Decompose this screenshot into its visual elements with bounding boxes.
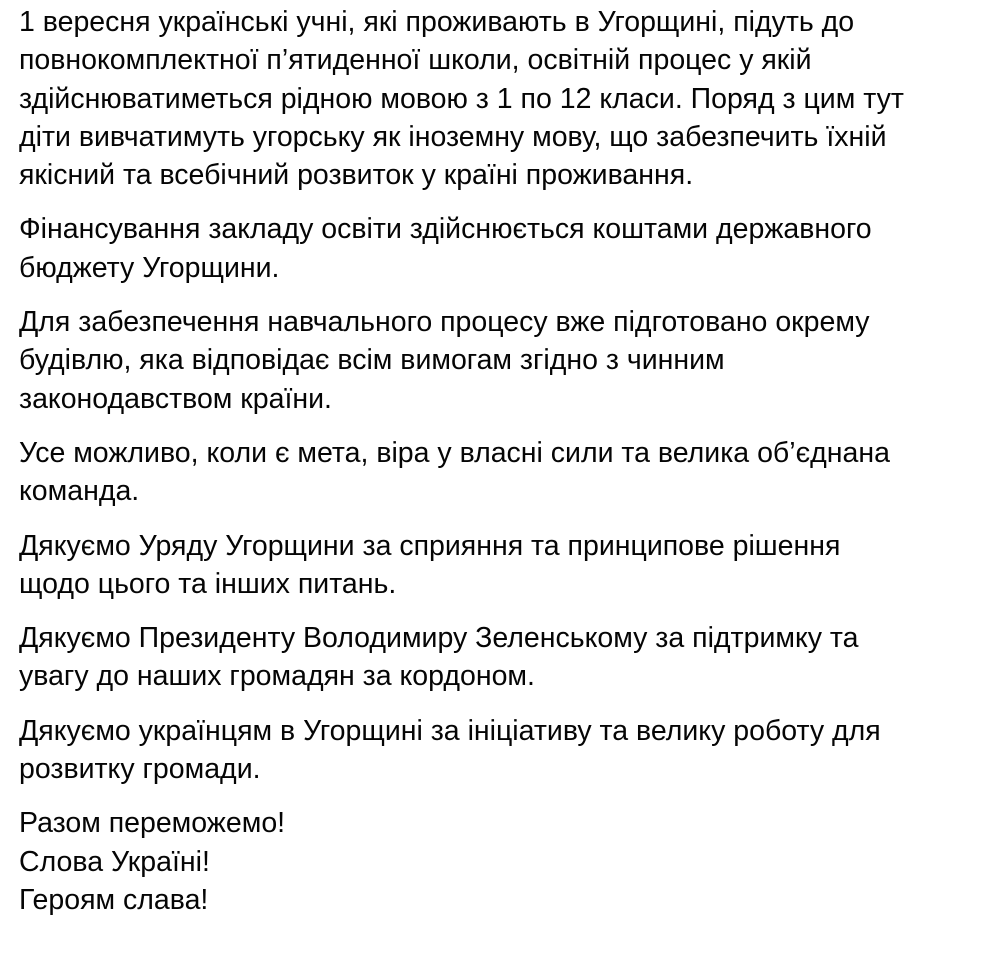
text-line: будівлю, яка відповідає всім вимогам згідно з чинним: [19, 344, 725, 377]
text-line: Усе можливо, коли є мета, віра у власні сили та велика об’єднана: [19, 436, 890, 469]
text-line: щодо цього та інших питань.: [19, 567, 397, 600]
text-line: Для забезпечення навчального процесу вже підготовано окрему: [19, 306, 870, 339]
paragraph-thanks-ukrainians: [19, 712, 966, 789]
paragraph-thanks-president: [19, 619, 966, 696]
text-line: Дякуємо Уряду Угорщини за сприяння та принципове рішення: [19, 529, 841, 562]
paragraph-team: [19, 434, 966, 511]
text-line: Разом переможемо!: [19, 807, 286, 840]
text-line: Слова Україні!: [19, 845, 210, 878]
text-line: якісний та всебічний розвиток у країні проживання.: [19, 159, 694, 192]
text-line: бюджету Угорщини.: [19, 251, 280, 284]
text-line: діти вивчатимуть угорську як іноземну мову, що забезпечить їхній: [19, 120, 887, 153]
text-line: Фінансування закладу освіти здійснюється коштами державного: [19, 213, 872, 246]
paragraph-financing: [19, 210, 966, 287]
paragraph-building: [19, 303, 966, 418]
paragraph-closing-slogans: [19, 804, 966, 919]
text-line: повнокомплектної п’ятиденної школи, освітній процес у якій: [19, 44, 812, 77]
text-line: команда.: [19, 475, 140, 508]
text-line: законодавством країни.: [19, 382, 332, 415]
paragraph-school-announcement: [19, 3, 966, 194]
text-line: Героям слава!: [19, 883, 209, 916]
text-line: Дякуємо українцям в Угорщині за ініціативу та велику роботу для: [19, 714, 881, 747]
text-line: розвитку громади.: [19, 753, 261, 786]
text-line: здійснюватиметься рідною мовою з 1 по 12 класи. Поряд з цим тут: [19, 82, 904, 115]
text-line: увагу до наших громадян за кордоном.: [19, 660, 535, 693]
paragraph-thanks-government: [19, 527, 966, 604]
text-line: 1 вересня українські учні, які проживають в Угорщині, підуть до: [19, 6, 855, 38]
text-line: Дякуємо Президенту Володимиру Зеленському за підтримку та: [19, 622, 859, 655]
